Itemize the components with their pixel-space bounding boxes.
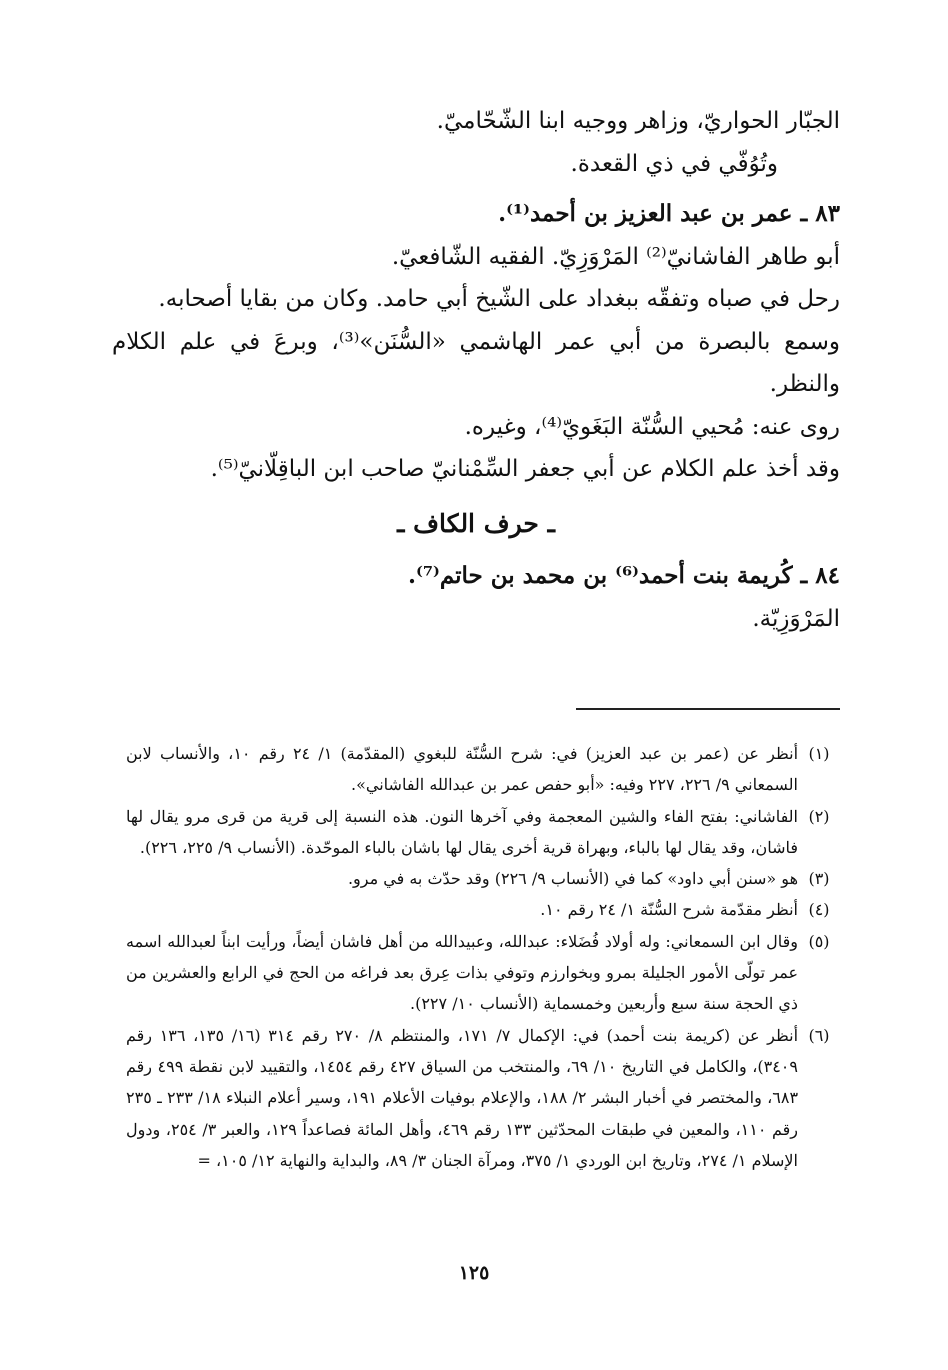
entry-heading-83: ٨٣ ـ عمر بن عبد العزيز بن أحمد⁽¹⁾. <box>498 200 840 227</box>
footnote-number: (٦) <box>808 1025 830 1045</box>
text-line: الجبّار الحواريّ، وزاهر ووجيه ابنا الشّحّاميّ. <box>436 108 840 134</box>
footnote-number: (٣) <box>808 869 830 889</box>
footnote-number: (٥) <box>808 931 830 951</box>
text-line: أبو طاهر الفاشانيّ⁽²⁾ المَرْوَزِيّ. الفقيه الشّافعيّ. <box>391 243 840 270</box>
footnotes <box>126 738 840 1176</box>
footnote-text: أنظر عن (كريمة بنت أحمد) في: الإكمال ٧/ ١٧١، والمنتظم ٨/ ٢٧٠ رقم ٣١٤ (١٦/ ١٣٥، ١٣٦ رقم ٣٤٠٩)، والكامل في التاريخ ١٠/ ٦٩، والمنتخب من السياق ٤٢٧ رقم ١٤٥٤، والتقييد لابن نقطة ٤٩٩ رقم ٦٨٣، والمختصر في أخبار البشر ٢/ ١٨٨، والإعلام بوفيات الأعلام ١٩١، وسير أعلام النبلاء ١٨/ ٢٣٣ ـ ٢٣٥ رقم ١١٠، والمعين في طبقات المحدّثين ١٣٣ رقم ٤٦٩، وأهل المائة فصاعداً ١٢٩، والعبر ٣/ ٢٥٤، ودول الإسلام ١/ ٢٧٤، وتاريخ ابن الوردي ١/ ٣٧٥، ومرآة الجنان ٣/ ٨٩، والبداية والنهاية ١٢/ ١٠٥، = <box>126 1025 799 1170</box>
main-text <box>112 100 840 640</box>
page-number: ١٢٥ <box>458 1262 490 1284</box>
footnote <box>126 926 840 1020</box>
footnote-text: أنظر عن (عمر بن عبد العزيز) في: شرح السُّنّة للبغوي (المقدّمة) ١/ ٢٤ رقم ١٠، والأنساب لابن السمعاني ٩/ ٢٢٦، ٢٢٧ وفيه: «أبو حفص عمر بن عبدالله الفاشاني». <box>126 744 799 795</box>
entry-heading-84: ٨٤ ـ كُريمة بنت أحمد⁽⁶⁾ بن محمد بن حاتم⁽⁷⁾. <box>408 562 840 589</box>
text-line: وتُوُفّي في ذي القعدة. <box>570 150 778 177</box>
text-paragraph: رحل في صباه وتفقّه ببغداد على الشّيخ أبي حامد. وكان من بقايا أصحابه. <box>158 286 840 312</box>
text-line: روى عنه: مُحيي السُّنّة البَغَويّ⁽⁴⁾، وغيره. <box>464 413 840 440</box>
footnote-text: هو «سنن أبي داود» كما في (الأنساب ٩/ ٢٢٦) وقد حدّث به في مرو. <box>347 869 798 889</box>
footnote-separator <box>576 708 840 710</box>
text-paragraph: وسمع بالبصرة من أبي عمر الهاشمي «السُّنَن»⁽³⁾، وبرعَ في علم الكلام والنظر. <box>112 328 840 397</box>
footnote-number: (١) <box>808 744 830 763</box>
footnote <box>126 863 840 894</box>
text-line: وقد أخذ علم الكلام عن أبي جعفر السِّمْنانيّ صاحب ابن الباقِلّانيّ⁽⁵⁾. <box>210 456 840 482</box>
footnote <box>126 1020 840 1176</box>
footnote-number: (٢) <box>808 806 830 826</box>
footnote <box>126 894 840 925</box>
footnote <box>126 801 840 864</box>
footnote-text: الفاشاني: بفتح الفاء والشين المعجمة وفي آخرها النون. هذه النسبة إلى قرية من قرى مرو يقال لها فاشان، وقد يقال لها بالباء، وبهراة قرية أخرى يقال لها باشان بالباء الموحّدة. (الأنساب ٩/ ٢٢٥، ٢٢٦). <box>126 806 798 857</box>
footnote-text: وقال ابن السمعاني: وله أولاد فُضَلاء: عبدالله، وعبيدالله من أهل فاشان أيضاً، ورأيت ابناً لعبدالله اسمه عمر تولّى الأمور الجليلة بمرو وبخوارزم وتوفي بذات عِرق بعد فراغه من الحج في الرابع والعشرين من ذي الحجة سنة سبع وأربعين وخمسماية (الأنساب ١٠/ ٢٢٧). <box>126 931 798 1014</box>
footnote <box>126 738 840 801</box>
text-line: المَرْوَزِيّة. <box>752 605 840 632</box>
footnote-number: (٤) <box>808 900 830 920</box>
footnote-text: أنظر مقدّمة شرح السُّنّة ١/ ٢٤ رقم ١٠. <box>540 900 798 920</box>
section-heading: ـ حرف الكاف ـ <box>397 508 555 538</box>
